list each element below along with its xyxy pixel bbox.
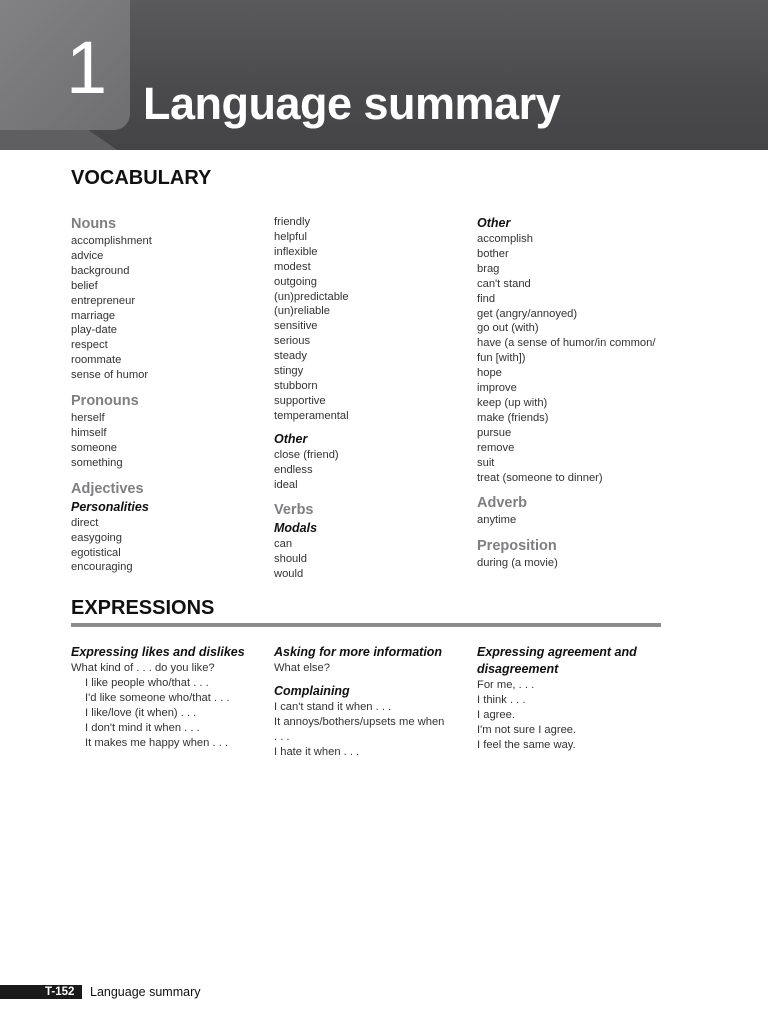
vocabulary-column-1 — [71, 213, 261, 575]
list-item: I can't stand it when . . . — [274, 700, 392, 713]
list-item: (un)predictable — [274, 290, 349, 303]
chapter-banner — [0, 0, 768, 150]
spacer — [477, 485, 697, 492]
list-item: direct — [71, 516, 99, 529]
list-item: anytime — [477, 514, 517, 527]
list-item: endless — [274, 463, 313, 476]
footer-label: Language summary — [90, 985, 201, 999]
category-heading: Nouns — [71, 216, 117, 232]
list-item: background — [71, 264, 130, 277]
list-item: I think . . . — [477, 693, 526, 706]
list-item: I'm not sure I agree. — [477, 723, 577, 736]
expressions-column-2 — [274, 644, 464, 760]
list-item: I agree. — [477, 708, 515, 721]
list-item: temperamental — [274, 409, 349, 422]
list-item: keep (up with) — [477, 396, 548, 409]
list-item: I don't mind it when . . . — [85, 721, 200, 734]
list-item: roommate — [71, 354, 122, 367]
vocabulary-column-3 — [477, 215, 697, 571]
list-item: encouraging — [71, 561, 133, 574]
list-item: would — [274, 568, 304, 581]
list-item: stubborn — [274, 379, 318, 392]
list-item: suit — [477, 456, 495, 469]
list-item: marriage — [71, 309, 116, 322]
subheading: Asking for more information — [274, 645, 443, 659]
list-item: find — [477, 292, 496, 305]
list-item: treat (someone to dinner) — [477, 471, 603, 484]
list-item: make (friends) — [477, 411, 549, 424]
list-item: egotistical — [71, 546, 121, 559]
list-item: sense of humor — [71, 369, 149, 382]
spacer — [71, 383, 261, 390]
subheading: Other — [274, 431, 308, 446]
list-item: hope — [477, 367, 502, 380]
spacer — [71, 471, 261, 478]
list-item: For me, . . . — [477, 679, 535, 691]
list-item: easygoing — [71, 531, 123, 544]
list-item: play-date — [71, 324, 118, 337]
subheading: Other — [477, 216, 511, 230]
chapter-number: 1 — [66, 26, 108, 109]
vocabulary-heading: VOCABULARY — [71, 167, 212, 189]
page-title: Language summary — [143, 78, 561, 129]
expressions-heading: EXPRESSIONS — [71, 597, 215, 619]
spacer — [274, 424, 464, 431]
category-heading: Verbs — [274, 502, 314, 519]
list-item: accomplish — [477, 233, 533, 245]
subheading: Complaining — [274, 683, 350, 698]
subheading: Expressing agreement and — [477, 645, 637, 659]
list-item: someone — [71, 441, 118, 454]
list-item: close (friend) — [274, 448, 339, 461]
list-item: serious — [274, 335, 311, 348]
list-item: during (a movie) — [477, 557, 558, 570]
list-item: I like/love (it when) . . . — [85, 706, 197, 719]
list-item: herself — [71, 412, 105, 425]
list-item: I'd like someone who/that . . . — [85, 691, 230, 704]
list-item: get (angry/annoyed) — [477, 307, 578, 320]
list-item: can — [274, 538, 293, 551]
category-heading: Adverb — [477, 495, 527, 512]
spacer — [477, 528, 697, 535]
list-item: supportive — [274, 394, 326, 407]
category-heading: Preposition — [477, 538, 557, 555]
chapter-tab-shape — [0, 0, 130, 130]
list-item: It makes me happy when . . . — [85, 736, 229, 749]
list-item: modest — [274, 260, 311, 273]
section-divider — [71, 623, 661, 627]
list-item: It annoys/bothers/upsets me when — [274, 715, 445, 728]
list-item: entrepreneur — [71, 294, 136, 307]
list-item: himself — [71, 426, 107, 439]
list-item: should — [274, 553, 307, 566]
list-item: (un)reliable — [274, 305, 330, 318]
list-item: advice — [71, 249, 104, 262]
list-item: helpful — [274, 230, 307, 243]
spacer — [274, 492, 464, 499]
list-item: bother — [477, 247, 509, 260]
subheading: disagreement — [477, 662, 559, 676]
list-item: have (a sense of humor/in common/ — [477, 337, 656, 350]
list-item: improve — [477, 382, 517, 395]
list-item: stingy — [274, 365, 304, 378]
vocabulary-column-2 — [274, 215, 464, 582]
list-item: inflexible — [274, 245, 318, 258]
list-item: pursue — [477, 426, 512, 439]
list-item: What kind of . . . do you like? — [71, 662, 215, 674]
list-item: go out (with) — [477, 322, 539, 335]
subheading: Personalities — [71, 499, 149, 514]
list-item: respect — [71, 339, 108, 352]
subheading: Modals — [274, 521, 318, 536]
list-item: sensitive — [274, 320, 318, 333]
list-item: I feel the same way. — [477, 738, 576, 751]
list-item: something — [71, 456, 123, 469]
list-item: accomplishment — [71, 235, 152, 247]
expressions-column-1 — [71, 644, 261, 750]
list-item: I like people who/that . . . — [85, 676, 209, 689]
list-item: belief — [71, 279, 98, 292]
list-item: I hate it when . . . — [274, 745, 360, 758]
list-item: . . . — [274, 730, 290, 743]
list-item: fun [with]) — [477, 352, 526, 365]
list-item: steady — [274, 350, 307, 363]
category-heading: Adjectives — [71, 480, 144, 497]
subheading: Expressing likes and dislikes — [71, 645, 245, 659]
list-item: can't stand — [477, 277, 531, 290]
category-heading: Pronouns — [71, 393, 139, 410]
list-item: brag — [477, 262, 500, 275]
list-item: What else? — [274, 662, 330, 674]
list-item: ideal — [274, 478, 298, 491]
list-item: outgoing — [274, 275, 317, 288]
list-item: friendly — [274, 216, 311, 228]
page-number: T-152 — [45, 986, 75, 998]
expressions-column-3 — [477, 644, 677, 753]
spacer — [274, 676, 464, 683]
list-item: remove — [477, 441, 515, 454]
